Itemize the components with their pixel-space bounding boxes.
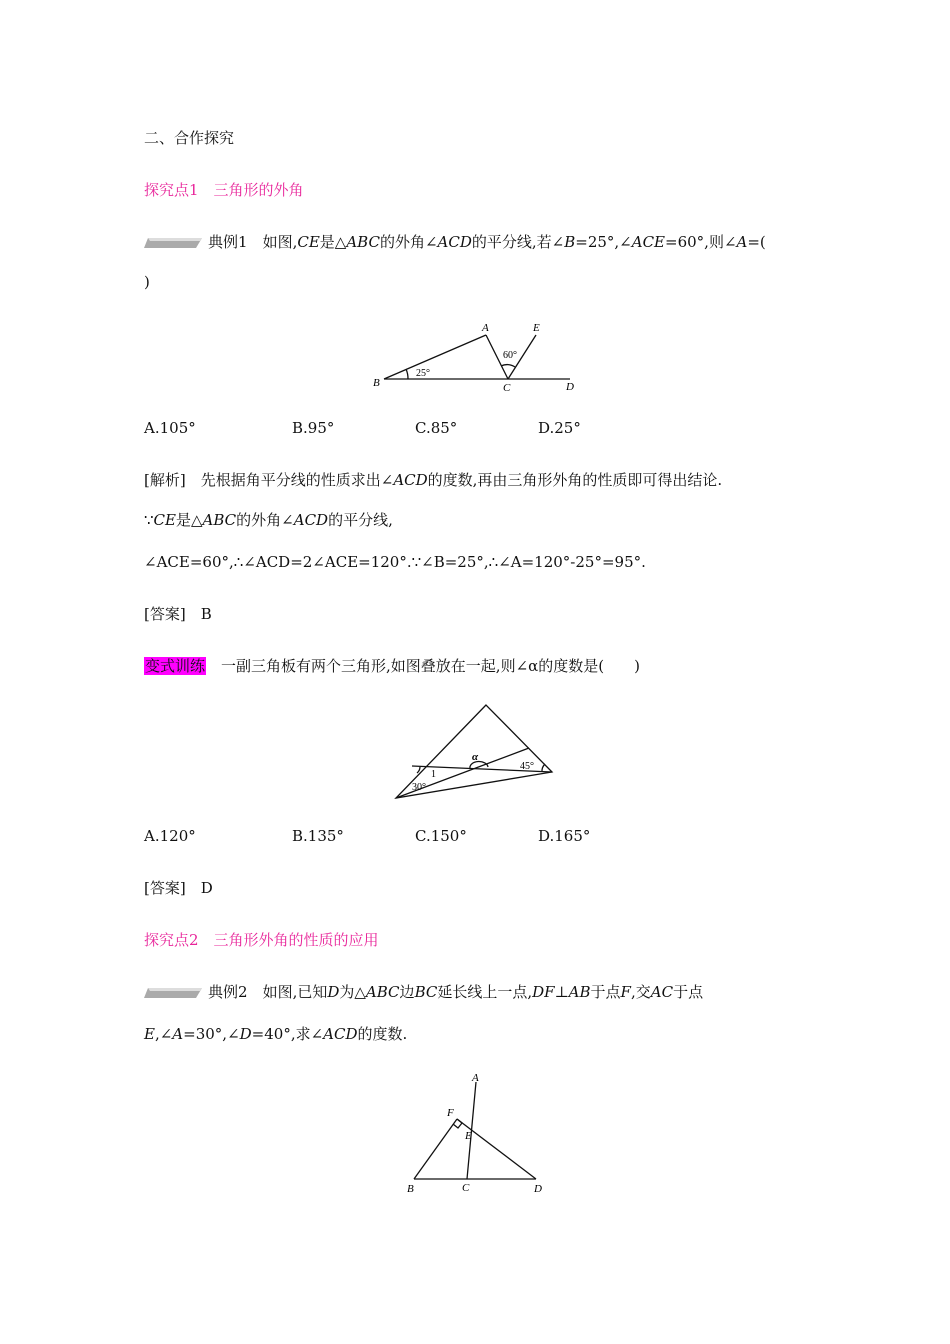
variation-label: 变式训练	[145, 657, 206, 675]
text: BC	[414, 983, 438, 1001]
point2-title: 探究点2 三角形外角的性质的应用	[144, 931, 379, 949]
option-c[interactable]: C.85°	[415, 419, 458, 437]
text: ACD	[393, 471, 428, 489]
variation-options	[144, 826, 644, 846]
example-tag-icon	[144, 236, 202, 251]
label-a: A	[472, 1072, 479, 1084]
label-d: D	[534, 1183, 542, 1195]
text: 如图,已知	[262, 983, 328, 1001]
label-f: F	[447, 1107, 454, 1119]
text: AC	[650, 983, 674, 1001]
example2-label: 典例2	[208, 983, 248, 1001]
example2-question-line1	[144, 982, 703, 1002]
angle-45-label: 45°	[520, 761, 534, 772]
option-c[interactable]: C.150°	[415, 827, 467, 845]
text: ABC	[346, 233, 380, 251]
angle-1-label: 1	[431, 769, 436, 780]
text: CE	[153, 511, 176, 529]
example1-figure	[360, 318, 590, 398]
text: DF	[532, 983, 555, 1001]
text: E	[144, 1025, 155, 1043]
answer-value: B	[200, 605, 212, 623]
angle-b-label: 25°	[416, 368, 430, 379]
text: ABC	[365, 983, 400, 1001]
option-b[interactable]: B.135°	[292, 827, 344, 845]
text: 是△	[319, 233, 347, 251]
text: ABC	[202, 511, 237, 529]
text: ACD	[437, 233, 472, 251]
text: ACD	[323, 1025, 358, 1043]
text: ACE	[631, 233, 666, 251]
option-d[interactable]: D.165°	[538, 827, 591, 845]
text: 如图,	[262, 233, 298, 251]
text: A	[172, 1025, 184, 1043]
label-e: E	[533, 322, 540, 334]
text: 的平分线,若∠	[471, 233, 565, 251]
text: CE	[297, 233, 320, 251]
example1-proof-line2: ∠ACE=60°,∴∠ACD=2∠ACE=120°.∵∠B=25°,∴∠A=120°-25°=95°.	[144, 553, 646, 571]
text: =30°,∠	[183, 1025, 240, 1043]
text: B	[564, 233, 576, 251]
text: 边	[399, 983, 415, 1001]
example-tag-icon	[144, 986, 202, 1001]
answer-label: [答案]	[144, 879, 186, 897]
text: 的度数.	[357, 1025, 408, 1043]
option-d[interactable]: D.25°	[538, 419, 581, 437]
text: D	[239, 1025, 252, 1043]
example1-question-line1	[144, 232, 766, 252]
variation-figure	[390, 700, 560, 805]
text: ⊥	[554, 983, 569, 1001]
option-a[interactable]: A.120°	[144, 827, 196, 845]
angle-30-label: 30°	[412, 782, 426, 793]
label-c: C	[503, 382, 511, 394]
text: =60°,则∠	[665, 233, 737, 251]
variation-answer	[144, 878, 213, 898]
text: 是△	[175, 511, 203, 529]
text: =(	[747, 233, 766, 251]
text: =40°,求∠	[251, 1025, 324, 1043]
text: D	[327, 983, 340, 1001]
example1-proof-line1	[144, 510, 393, 530]
example1-options	[144, 418, 644, 438]
text: =25°,∠	[575, 233, 632, 251]
variation-question	[144, 656, 640, 676]
option-a[interactable]: A.105°	[144, 419, 196, 437]
text: 一副三角板有两个三角形,如图叠放在一起,则∠α的度数是( )	[221, 657, 640, 675]
label-d: D	[566, 381, 574, 393]
text: ∵	[144, 511, 154, 529]
text: 延长线上一点,	[437, 983, 533, 1001]
text: 的外角∠	[236, 511, 294, 529]
example1-question-line2: )	[144, 273, 150, 291]
text: ,∠	[154, 1025, 173, 1043]
angle-c-label: 60°	[503, 350, 517, 361]
label-b: B	[373, 377, 380, 389]
text: 先根据角平分线的性质求出∠	[200, 471, 394, 489]
text: 的平分线,	[328, 511, 393, 529]
analysis-label: [解析]	[144, 471, 186, 489]
text: 为△	[339, 983, 366, 1001]
answer-label: [答案]	[144, 605, 186, 623]
text: AB	[568, 983, 591, 1001]
example2-question-line2	[144, 1024, 407, 1044]
label-a: A	[482, 322, 489, 334]
answer-value: D	[200, 879, 213, 897]
text: 的外角∠	[379, 233, 438, 251]
text: 于点	[590, 983, 621, 1001]
alpha-label: α	[472, 751, 479, 763]
text: 的度数,再由三角形外角的性质即可得出结论.	[427, 471, 723, 489]
text: A	[736, 233, 748, 251]
text: ACD	[293, 511, 329, 529]
text: ,交	[630, 983, 651, 1001]
example2-figure	[400, 1068, 550, 1198]
text: F	[620, 983, 631, 1001]
point1-title: 探究点1 三角形的外角	[144, 181, 304, 199]
example1-label: 典例1	[208, 233, 248, 251]
example1-answer	[144, 604, 212, 624]
label-b: B	[407, 1183, 414, 1195]
label-e: E	[465, 1130, 472, 1142]
label-c: C	[462, 1182, 470, 1194]
example1-analysis	[144, 470, 722, 490]
option-b[interactable]: B.95°	[292, 419, 335, 437]
text: 于点	[673, 983, 704, 1001]
section-title: 二、合作探究	[144, 129, 235, 147]
